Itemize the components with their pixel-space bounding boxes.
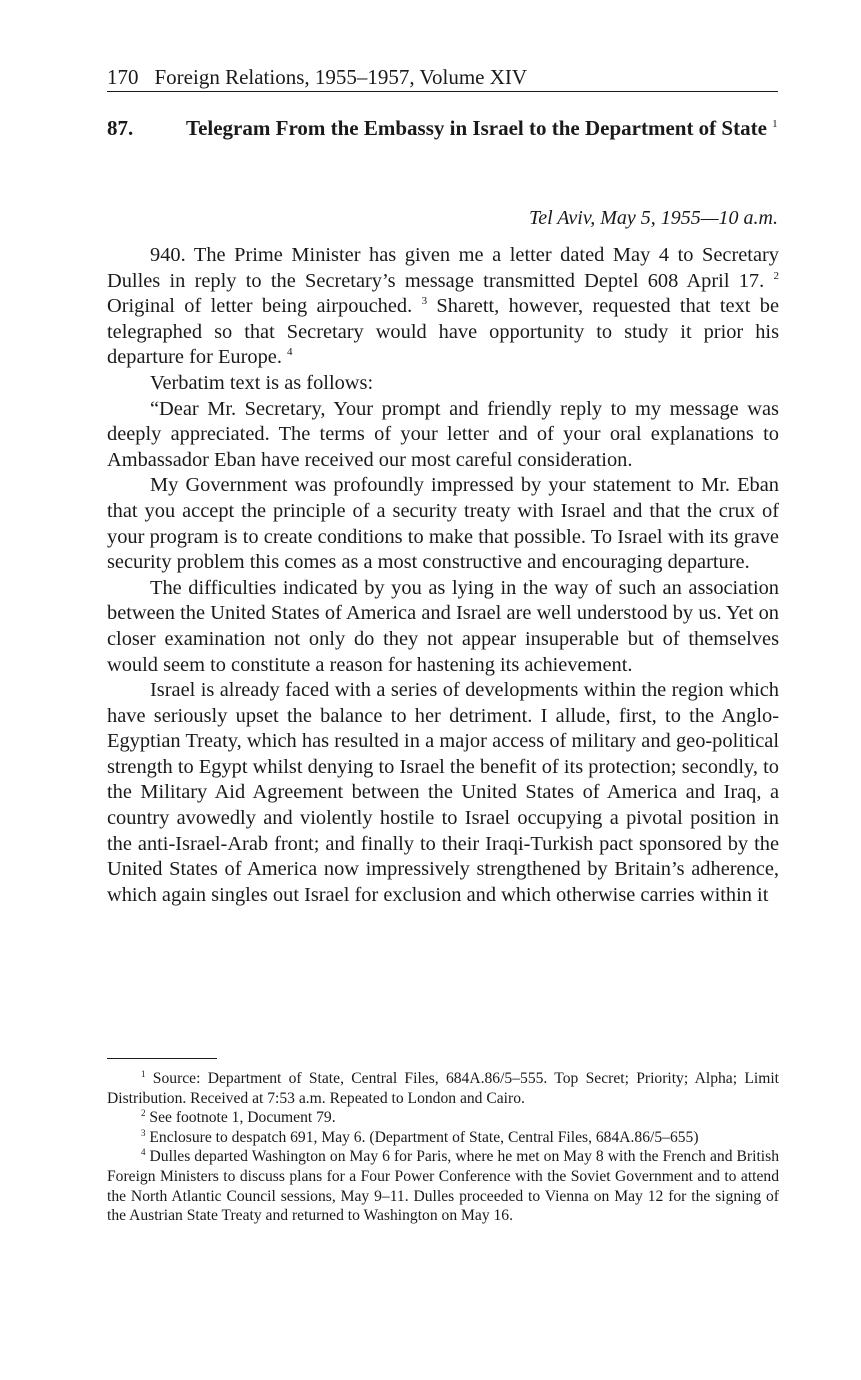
footnote-2 <box>107 1108 779 1128</box>
paragraph-2: Verbatim text is as follows: <box>150 371 374 394</box>
page-number: 170 <box>107 65 139 89</box>
footnote-divider <box>107 1058 217 1059</box>
footnote-text: Source: Department of State, Central Files, 684A.86/5–555. Top Secret; Priority; Alpha; Limit Distribution. Received at 7:53 a.m. Repeated to London and Cairo. <box>107 1070 779 1107</box>
paragraph-4: My Government was profoundly impressed by your statement to Mr. Eban that you accept the principle of a security treaty with Israel and that the crux of your program is to create conditions to make that possible. To Israel with its grave security problem this comes as a most constructive and encouraging departure. <box>107 474 779 574</box>
footnote-text: Enclosure to despatch 691, May 6. (Department of State, Central Files, 684A.86/5–655) <box>149 1128 699 1146</box>
footnote-ref: 3 <box>421 295 428 308</box>
footnote-ref: 4 <box>287 346 293 359</box>
footnote-ref: 2 <box>773 269 779 282</box>
dateline: Tel Aviv, May 5, 1955—10 a.m. <box>528 207 778 229</box>
footnote-text: Dulles departed Washington on May 6 for Paris, where he met on May 8 with the French and British Foreign Ministers to discuss plans for a Four Power Conference with the Soviet Government and to attend the North Atlantic Council sessions, May 9–11. Dulles proceeded to Vienna on May 12 for the signing of the Austrian State Treaty and returned to Washington on May 16. <box>107 1148 779 1225</box>
footnote-1 <box>107 1069 779 1108</box>
series-title: Foreign Relations, 1955–1957, Volume XIV <box>154 65 528 89</box>
footnote-mark: 4 <box>141 1147 146 1158</box>
footnote-3 <box>107 1128 779 1148</box>
paragraph-1-text-c: Sharett, however, requested that text be telegraphed so that Secretary would have opportunity to study it prior his departure for Europe. <box>107 295 780 369</box>
paragraph-3: “Dear Mr. Secretary, Your prompt and friendly reply to my message was deeply appreciated. The terms of your letter and of your oral explanations to Ambassador Eban have received our most careful consideration. <box>107 397 779 471</box>
paragraph-5: The difficulties indicated by you as lying in the way of such an association between the United States of America and Israel are well understood by us. Yet on closer examination not only do they not appear insuperable but of themselves would seem to constitute a reason for hastening its achievement. <box>107 576 779 676</box>
footnote-text: See footnote 1, Document 79. <box>149 1109 336 1127</box>
footnote-mark: 3 <box>141 1127 146 1138</box>
paragraph-1 <box>107 243 779 371</box>
running-header <box>107 64 778 92</box>
document-number: 87. <box>107 116 134 140</box>
footnote-ref: 1 <box>772 118 778 130</box>
document-title <box>186 115 778 141</box>
document-title-text: Telegram From the Embassy in Israel to the Department of State <box>186 116 767 140</box>
paragraph-1-text-a: 940. The Prime Minister has given me a letter dated May 4 to Secretary Dulles in reply to the Secretary’s message transmitted Deptel 608 April 17. <box>107 244 779 292</box>
footnote-mark: 2 <box>141 1108 146 1119</box>
telegram-body <box>107 243 779 908</box>
footnote-mark: 1 <box>141 1069 146 1079</box>
paragraph-1-text-b: Original of letter being airpouched. <box>107 295 413 318</box>
footnotes <box>107 1069 779 1226</box>
paragraph-6: Israel is already faced with a series of developments within the region which have seriously upset the balance to her detriment. I allude, first, to the Anglo-Egyptian Treaty, which has resulted in a major access of military and geo-political strength to Egypt whilst denying to Israel the benefit of its protection; secondly, to the Military Aid Agreement between the United States of America and Iraq, a country avowedly and violently hostile to Israel occupying a pivotal position in the anti-Israel-Arab front; and finally to their Iraqi-Turkish pact sponsored by the United States of America now impressively strengthened by Britain’s adherence, which again singles out Israel for exclusion and which otherwise carries within it <box>107 679 779 906</box>
footnote-4 <box>107 1147 779 1225</box>
